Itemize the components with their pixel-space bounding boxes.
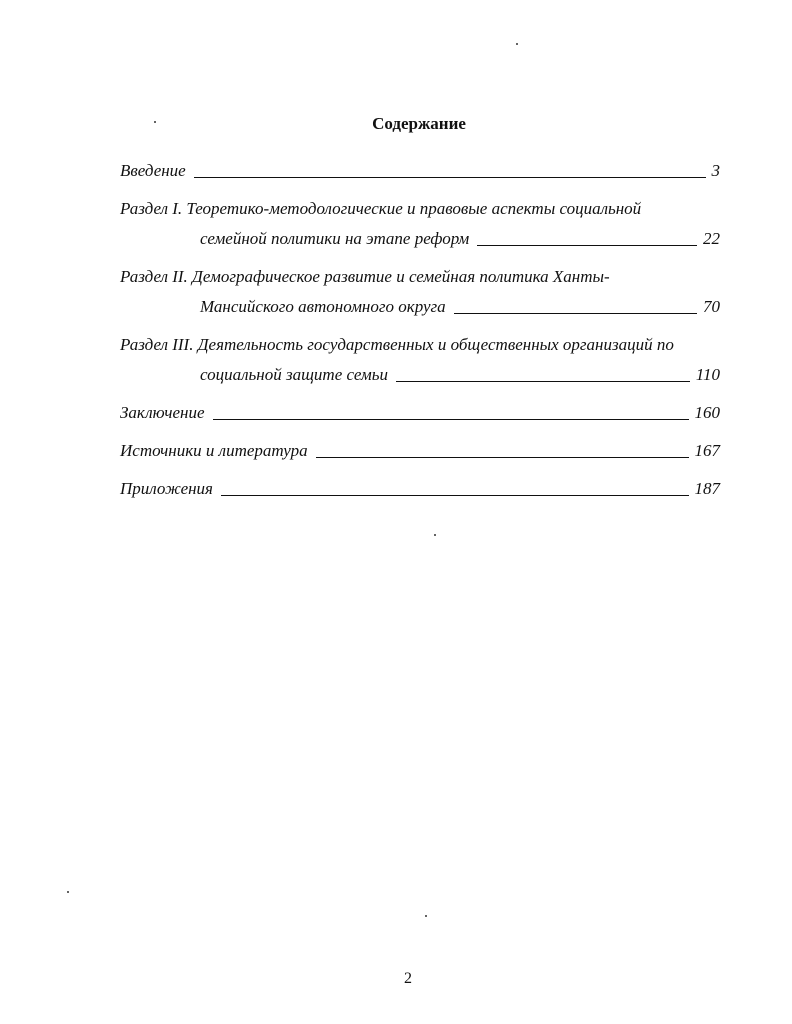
toc-entry-conclusion — [120, 400, 720, 426]
toc-leader-line — [194, 177, 706, 178]
toc-entry-section-3 — [120, 332, 720, 388]
toc-entry-label: Раздел II. Демографическое развитие и семейная политика Ханты- — [120, 267, 610, 286]
toc-leader-line — [396, 381, 690, 382]
toc-page-number: 70 — [703, 297, 720, 316]
toc-page-number: 3 — [711, 161, 720, 180]
toc-page-number: 22 — [703, 229, 720, 248]
table-of-contents — [120, 158, 720, 502]
toc-entry-section-2 — [120, 264, 720, 320]
toc-entry-label-continued: социальной защите семьи — [200, 365, 389, 384]
scan-speck — [154, 121, 156, 123]
toc-entry-label: Введение — [120, 161, 186, 180]
toc-entry-appendix — [120, 476, 720, 502]
toc-page-number: 110 — [695, 365, 720, 384]
toc-leader-line — [316, 457, 689, 458]
toc-leader-line — [221, 495, 689, 496]
toc-page-number: 187 — [694, 479, 720, 498]
toc-entry-label: Заключение — [120, 403, 205, 422]
toc-entry-label-continued: семейной политики на этапе реформ — [200, 229, 470, 248]
toc-entry-label-continued: Мансийского автономного округа — [200, 297, 446, 316]
contents-title: Содержание — [372, 114, 466, 133]
toc-entry-label: Источники и литература — [120, 441, 308, 460]
toc-leader-line — [477, 245, 697, 246]
toc-entry-section-1 — [120, 196, 720, 252]
toc-leader-line — [454, 313, 697, 314]
scan-speck — [67, 891, 69, 893]
scan-speck — [516, 43, 518, 45]
toc-leader-line — [213, 419, 689, 420]
scan-speck — [434, 534, 436, 536]
toc-entry-label: Раздел III. Деятельность государственных и общественных организаций по — [120, 335, 674, 354]
toc-entry-label: Раздел I. Теоретико-методологические и правовые аспекты социальной — [120, 199, 642, 218]
toc-page-number: 167 — [694, 441, 720, 460]
toc-page-number: 160 — [694, 403, 720, 422]
toc-entry-sources — [120, 438, 720, 464]
toc-entry-intro — [120, 158, 720, 184]
page-number: 2 — [404, 970, 412, 987]
scan-speck — [425, 915, 427, 917]
toc-entry-label: Приложения — [120, 479, 213, 498]
